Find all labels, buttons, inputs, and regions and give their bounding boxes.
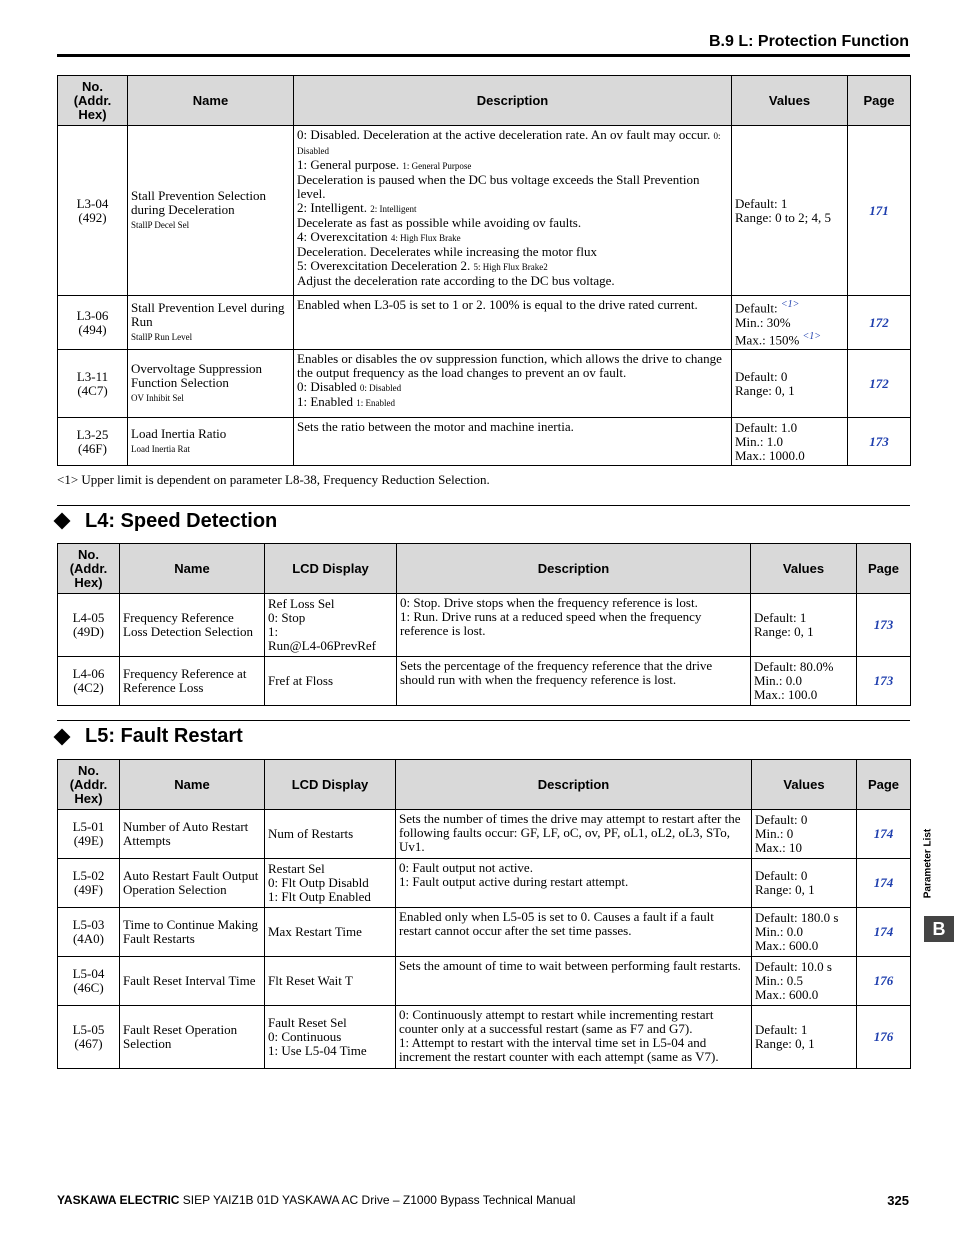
param-values: Default: 1 Range: 0, 1 [751, 594, 857, 657]
table-row [58, 859, 911, 908]
footnote-ref[interactable]: <1> [802, 330, 822, 342]
table-row [58, 957, 911, 1006]
footnote: <1> Upper limit is dependent on parameter L8-38, Frequency Reduction Selection. [57, 472, 490, 487]
param-description: Sets the amount of time to wait between performing fault restarts. [396, 957, 752, 1006]
column-header: Values [752, 760, 857, 810]
page-link[interactable]: 176 [857, 1006, 911, 1069]
param-description: Sets the number of times the drive may attempt to restart after the following faults occur: GF, LF, oC, ov, PF, oL1, oL2, oL3, STo, Uv1. [396, 810, 752, 859]
column-header: No. (Addr. Hex) [58, 76, 128, 126]
column-header: Page [857, 760, 911, 810]
table-row [58, 657, 911, 706]
param-name: Stall Prevention Level during Run StallP Run Level [128, 296, 294, 350]
lcd-display: Ref Loss Sel 0: Stop 1: Run@L4-06PrevRef [265, 594, 397, 657]
param-name: Time to Continue Making Fault Restarts [120, 908, 265, 957]
column-header: Values [732, 76, 848, 126]
param-name: Frequency Reference at Reference Loss [120, 657, 265, 706]
section-title-l5: L5: Fault Restart [85, 725, 243, 747]
section-divider [57, 720, 910, 721]
table-row [58, 126, 911, 296]
column-header: LCD Display [265, 544, 397, 594]
column-header: Description [294, 76, 732, 126]
column-header: Name [128, 76, 294, 126]
diamond-icon [54, 729, 71, 746]
diamond-icon [54, 513, 71, 530]
footer-brand: YASKAWA ELECTRIC [57, 1193, 180, 1207]
param-description: Sets the ratio between the motor and machine inertia. [294, 418, 732, 466]
param-number: L3-04 (492) [58, 126, 128, 296]
column-header: Description [397, 544, 751, 594]
side-tab-b[interactable]: B [924, 916, 954, 942]
param-description: 0: Stop. Drive stops when the frequency reference is lost. 1: Run. Drive runs at a reduced speed when the frequency reference is lost. [397, 594, 751, 657]
param-number: L5-02 (49F) [58, 859, 120, 908]
section-title-l4: L4: Speed Detection [85, 510, 278, 532]
column-header: No. (Addr. Hex) [58, 544, 120, 594]
param-name: Stall Prevention Selection during Deceleration StallP Decel Sel [128, 126, 294, 296]
lcd-display: 5: High Flux Brake2 [473, 262, 548, 272]
page-link[interactable]: 174 [857, 810, 911, 859]
table-l4-parameters [57, 543, 911, 706]
page-link[interactable]: 176 [857, 957, 911, 1006]
footer-page-number: 325 [887, 1193, 909, 1208]
lcd-display: 4: High Flux Brake [390, 233, 461, 243]
column-header: Description [396, 760, 752, 810]
param-description: Enabled only when L5-05 is set to 0. Causes a fault if a fault restart cannot occur after the set time passes. [396, 908, 752, 957]
header-rule [57, 54, 910, 57]
param-values: Default: 0 Range: 0, 1 [752, 859, 857, 908]
column-header: No. (Addr. Hex) [58, 760, 120, 810]
lcd-display: StallP Run Level [131, 332, 193, 342]
param-number: L5-05 (467) [58, 1006, 120, 1069]
footer-doc-title: SIEP YAIZ1B 01D YASKAWA AC Drive – Z1000 Bypass Technical Manual [179, 1193, 576, 1207]
table-row [58, 810, 911, 859]
page-link[interactable]: 172 [848, 350, 911, 418]
table-l3-parameters [57, 75, 911, 466]
param-values: Default: 0 Range: 0, 1 [732, 350, 848, 418]
param-values: Default: $^{<1>}$ Min.: 30% Max.: 150% $^{<1>}$ [732, 296, 848, 350]
param-number: L5-04 (46C) [58, 957, 120, 1006]
page-link[interactable]: 173 [857, 594, 911, 657]
table-row [58, 1006, 911, 1069]
param-values: Default: 80.0% Min.: 0.0 Max.: 100.0 [751, 657, 857, 706]
param-number: L4-06 (4C2) [58, 657, 120, 706]
param-number: L3-06 (494) [58, 296, 128, 350]
lcd-display: OV Inhibit Sel [131, 393, 184, 403]
lcd-display: Max Restart Time [265, 908, 396, 957]
param-name: Fault Reset Interval Time [120, 957, 265, 1006]
page-link[interactable]: 174 [857, 908, 911, 957]
column-header: Name [120, 544, 265, 594]
page-link[interactable]: 172 [848, 296, 911, 350]
param-values: Default: 0 Min.: 0 Max.: 10 [752, 810, 857, 859]
param-number: L3-11 (4C7) [58, 350, 128, 418]
table-row [58, 296, 911, 350]
page-link[interactable]: 173 [857, 657, 911, 706]
param-description: Enabled when L3-05 is set to 1 or 2. 100% is equal to the drive rated current. [294, 296, 732, 350]
param-values: Default: 180.0 s Min.: 0.0 Max.: 600.0 [752, 908, 857, 957]
param-description: 0: Continuously attempt to restart while incrementing restart counter only at a successful restart (same as F7 and G7). 1: Attempt to restart with the interval time set in L5-04 and increment the restart counter with each attempt (same as V7). [396, 1006, 752, 1069]
param-number: L5-01 (49E) [58, 810, 120, 859]
column-header: Page [848, 76, 911, 126]
param-description: Enables or disables the ov suppression function, which allows the drive to change the output frequency as the load changes to prevent an ov fault. 0: Disabled 0: Disabled 1: Enabled 1: Enabled [294, 350, 732, 418]
column-header: LCD Display [265, 760, 396, 810]
lcd-display: 1: General Purpose [402, 161, 472, 171]
param-number: L5-03 (4A0) [58, 908, 120, 957]
lcd-display: Num of Restarts [265, 810, 396, 859]
page-link[interactable]: 171 [848, 126, 911, 296]
lcd-display: Restart Sel 0: Flt Outp Disabld 1: Flt Outp Enabled [265, 859, 396, 908]
footer-doc [57, 1193, 575, 1207]
page-header-title: B.9 L: Protection Function [709, 33, 909, 50]
lcd-display: 2: Intelligent [370, 204, 417, 214]
param-description: 0: Disabled. Deceleration at the active deceleration rate. An ov fault may occur. 0: Disabled 1: General purpose. 1: General Purpose Deceleration is paused when the DC bus voltage exceeds the Stall Prevention level. 2: Intelligent. 2: Intelligent Decelerate as fast as possible while avoiding ov faults. 4: Overexcitation 4: High Flux Brake Deceleration. Decelerates while increasing the motor flux 5: Overexcitation Deceleration 2. 5: High Flux Brake2 Adjust the deceleration rate according to the DC bus voltage. [294, 126, 732, 296]
table-row [58, 908, 911, 957]
param-values: Default: 1 Range: 0, 1 [752, 1006, 857, 1069]
table-row [58, 594, 911, 657]
param-values: Default: 1.0 Min.: 1.0 Max.: 1000.0 [732, 418, 848, 466]
param-values: Default: 1 Range: 0 to 2; 4, 5 [732, 126, 848, 296]
column-header: Values [751, 544, 857, 594]
lcd-display: Flt Reset Wait T [265, 957, 396, 1006]
lcd-display: Fault Reset Sel 0: Continuous 1: Use L5-04 Time [265, 1006, 396, 1069]
param-name: Number of Auto Restart Attempts [120, 810, 265, 859]
param-name: Overvoltage Suppression Function Selection OV Inhibit Sel [128, 350, 294, 418]
column-header: Name [120, 760, 265, 810]
lcd-display: StallP Decel Sel [131, 220, 190, 230]
param-name: Frequency Reference Loss Detection Selection [120, 594, 265, 657]
param-description: Sets the percentage of the frequency reference that the drive should run with when the frequency reference is lost. [397, 657, 751, 706]
param-name: Auto Restart Fault Output Operation Selection [120, 859, 265, 908]
lcd-display: Fref at Floss [265, 657, 397, 706]
table-row [58, 418, 911, 466]
column-header: Page [857, 544, 911, 594]
page-link[interactable]: 173 [848, 418, 911, 466]
table-l5-parameters [57, 759, 911, 1069]
lcd-display: 0: Disabled [297, 131, 721, 156]
lcd-display: 1: Enabled [356, 398, 395, 408]
param-number: L4-05 (49D) [58, 594, 120, 657]
side-tab-label: Parameter List [922, 828, 934, 899]
param-description: 0: Fault output not active. 1: Fault output active during restart attempt. [396, 859, 752, 908]
lcd-display: Load Inertia Rat [131, 444, 190, 454]
param-name: Fault Reset Operation Selection [120, 1006, 265, 1069]
param-values: Default: 10.0 s Min.: 0.5 Max.: 600.0 [752, 957, 857, 1006]
table-row [58, 350, 911, 418]
param-name: Load Inertia Ratio Load Inertia Rat [128, 418, 294, 466]
lcd-display: 0: Disabled [359, 383, 402, 393]
footnote-ref[interactable]: <1> [780, 299, 800, 311]
section-divider [57, 505, 910, 506]
param-number: L3-25 (46F) [58, 418, 128, 466]
page-link[interactable]: 174 [857, 859, 911, 908]
